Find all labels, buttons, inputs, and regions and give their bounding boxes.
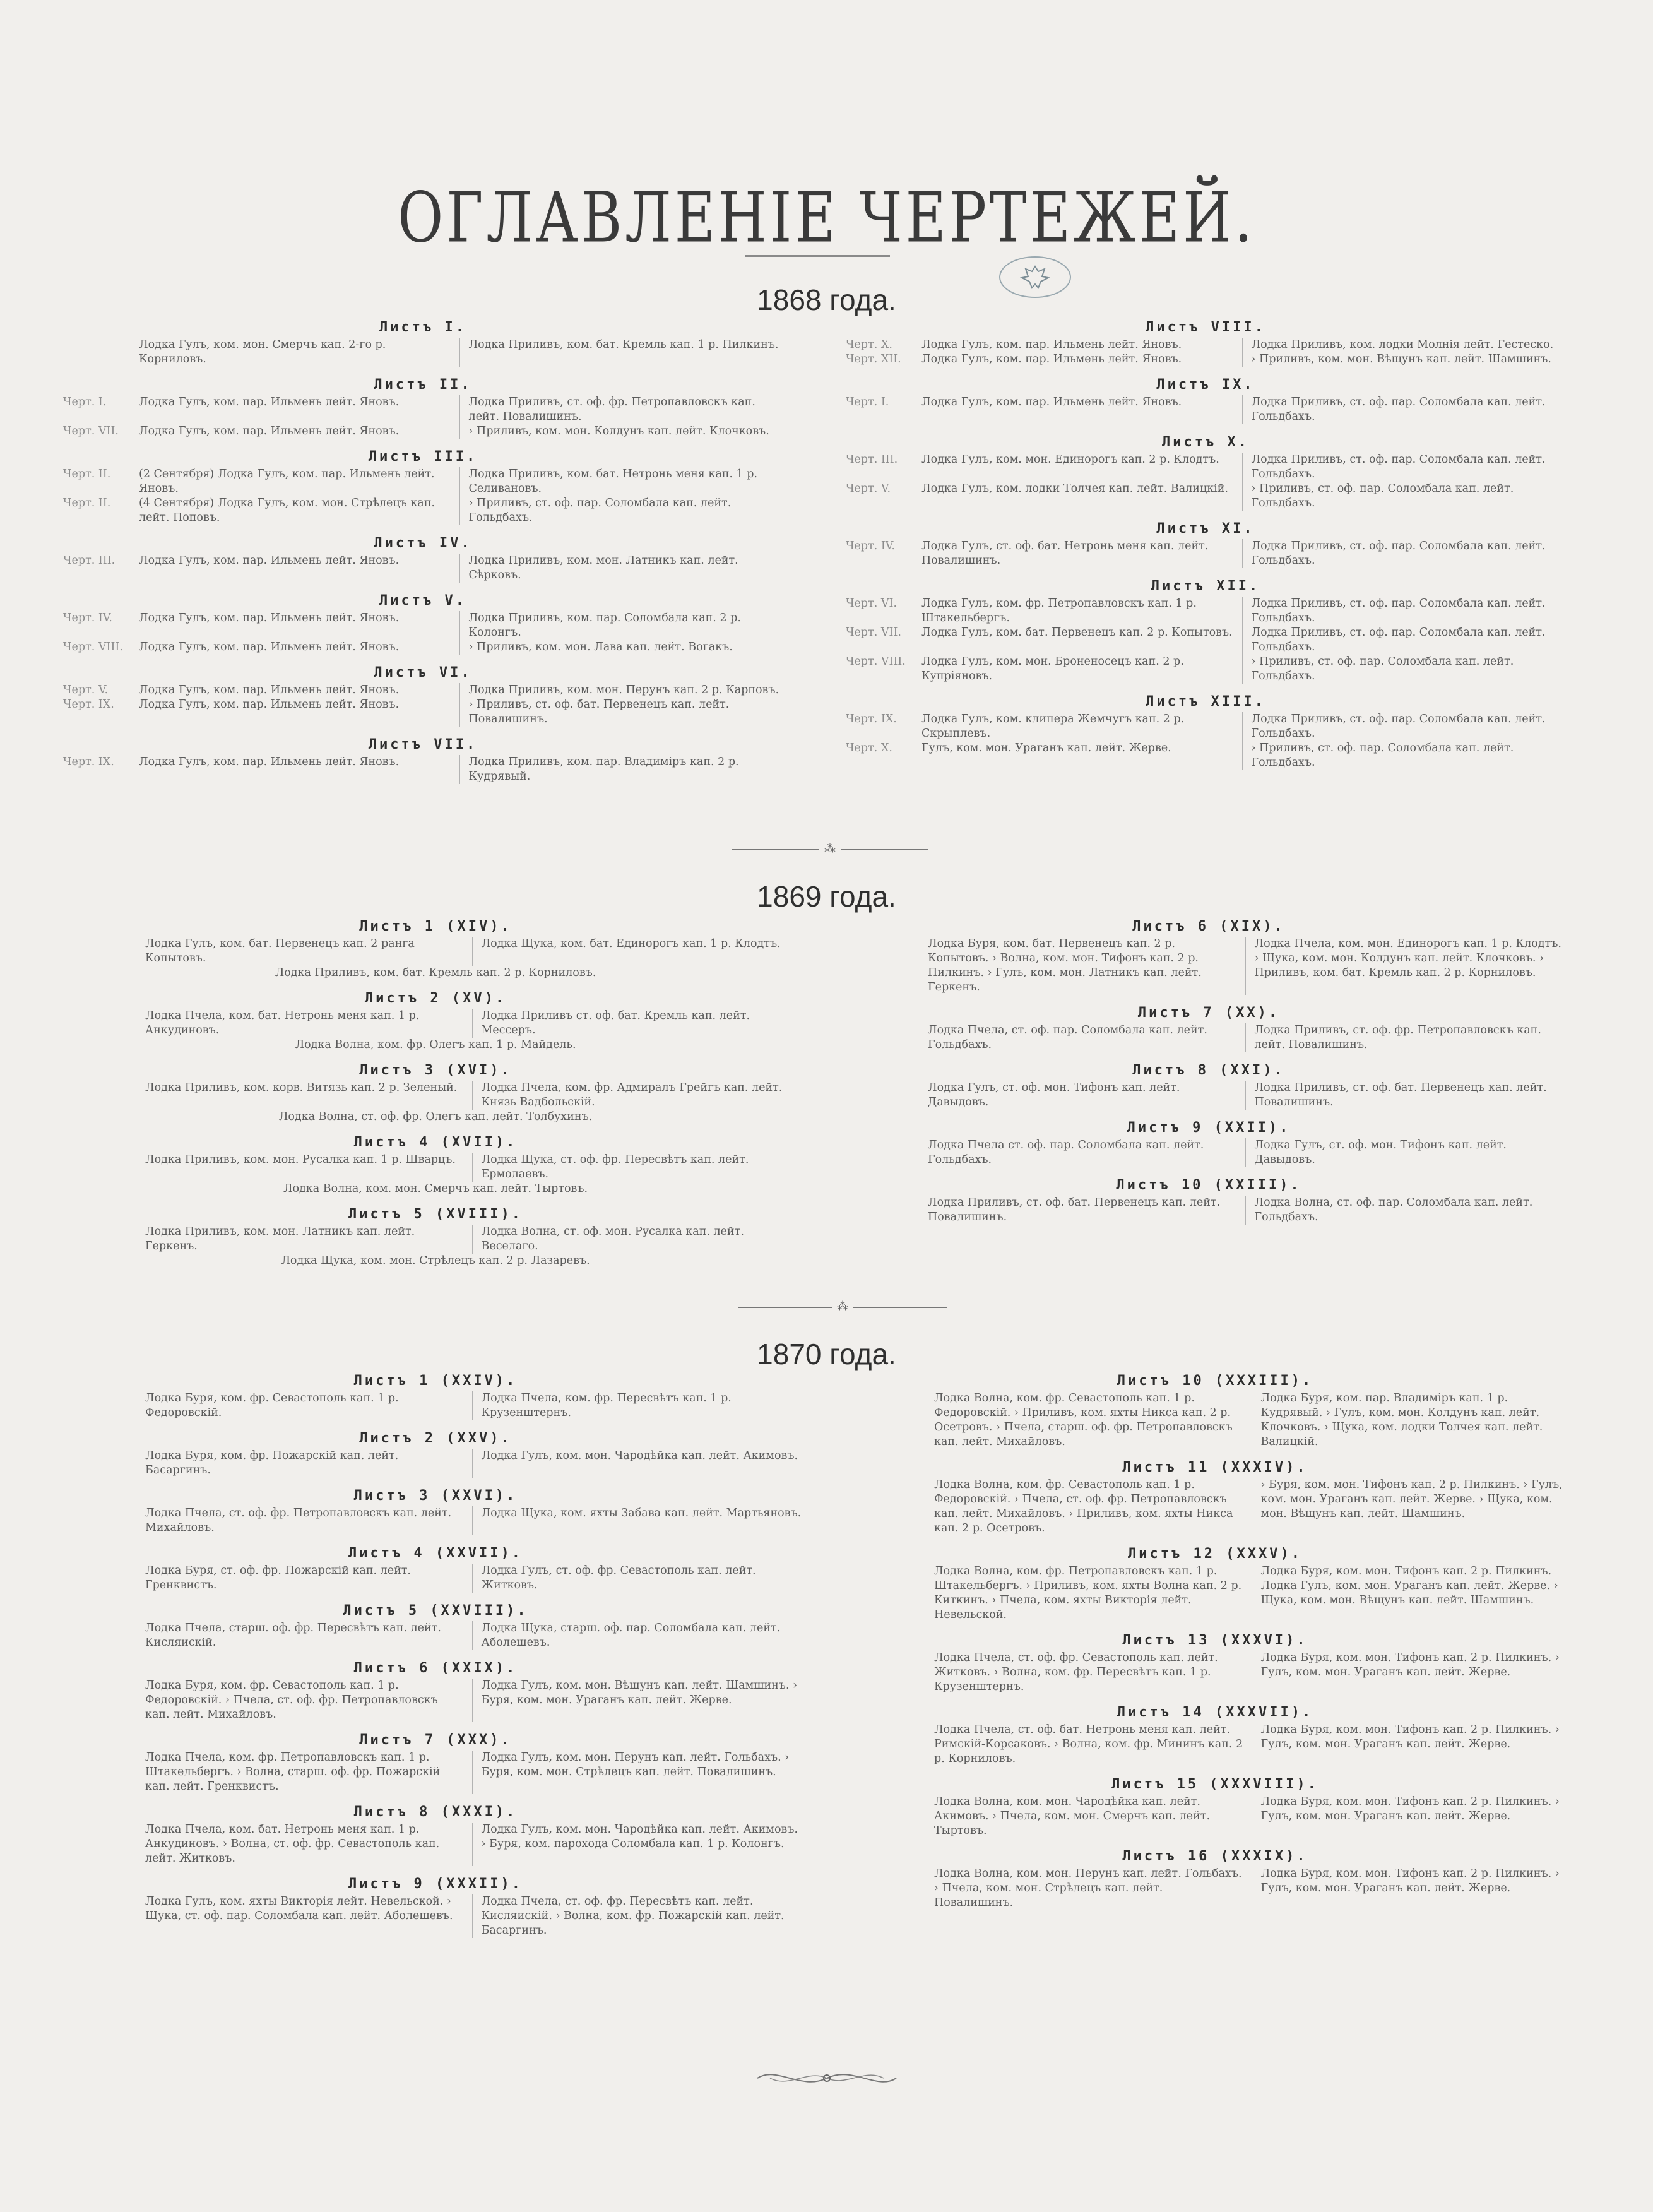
- boat-entry-right: › Приливъ, ст. оф. пар. Соломбала кап. лейт. Гольдбахъ.: [1251, 742, 1514, 769]
- sheet-entry: [846, 578, 1565, 684]
- drawing-number: [858, 1723, 934, 1766]
- boat-entry-left: Лодка Пчела, старш. оф. фр. Пересвѣтъ кап. лейт. Кисляискiй.: [145, 1621, 473, 1650]
- sheet-entry: [858, 1776, 1572, 1838]
- boat-entry-right: Лодка Гулъ, ком. мон. Вѣщунъ кап. лейт. Шамшинъ. › Буря, ком. мон. Ураганъ кап. лейт. Жерве.: [481, 1679, 798, 1706]
- drawing-number: [858, 1478, 934, 1536]
- drawing-number: Черт. VI.: [846, 597, 898, 610]
- boat-entry-right: › Приливъ, ст. оф. пар. Соломбала кап. лейт. Гольдбахъ.: [1251, 655, 1514, 682]
- drawing-row: [846, 482, 1565, 511]
- drawing-row: [846, 338, 1565, 352]
- sheet-heading: Листъ 14 (XXXVII).: [1117, 1704, 1313, 1720]
- boat-entry-right: Лодка Гулъ, ком. мон. Перунъ кап. лейт. Гольбахъ. › Буря, ком. мон. Стрѣлецъ кап. лейт. Повалишинъ.: [481, 1751, 790, 1778]
- sheet-heading: Листъ XI.: [1156, 521, 1255, 537]
- boat-entry-left: Лодка Гулъ, ком. пар. Ильмень лейт. Яновъ.: [921, 395, 1243, 424]
- drawing-row: [69, 1679, 802, 1722]
- sheet-entry: [69, 1373, 802, 1420]
- column-1870-right: [858, 1373, 1572, 1920]
- sheet-heading: Листъ 10 (XXIII).: [1116, 1177, 1301, 1193]
- drawing-row: [858, 1391, 1572, 1449]
- sheet-entry: [69, 1732, 802, 1794]
- boat-entry-left: Лодка Приливъ, ком. мон. Латникъ кап. лейт. Геркенъ.: [145, 1225, 473, 1254]
- drawing-number: Черт. VIII.: [846, 655, 906, 668]
- drawing-number: [858, 1564, 934, 1622]
- boat-entry-right: › Буря, ком. мон. Тифонъ кап. 2 р. Пилкинъ. › Гулъ, ком. мон. Ураганъ кап. лейт. Жерве. › Щука, ком. мон. Вѣщунъ кап. лейт. Шамшинъ.: [1260, 1478, 1563, 1520]
- boat-entry-right: Лодка Буря, ком. мон. Тифонъ кап. 2 р. Пилкинъ. › Гулъ, ком. мон. Ураганъ кап. лейт. Жерве.: [1260, 1867, 1560, 1894]
- boat-entry-left: Лодка Гулъ, ком. пар. Ильмень лейт. Яновъ.: [139, 640, 460, 655]
- drawing-row: [69, 1894, 802, 1938]
- page-title: ОГЛАВЛЕНIЕ ЧЕРТЕЖЕЙ.: [398, 177, 1255, 258]
- drawing-row: [846, 741, 1565, 770]
- drawing-row: [69, 1153, 802, 1182]
- sheet-entry: [852, 1177, 1565, 1225]
- drawing-row: [852, 1023, 1565, 1052]
- boat-entry-right: Лодка Приливъ, ст. оф. пар. Соломбала кап. лейт. Гольдбахъ.: [1251, 713, 1546, 740]
- drawing-number: [858, 1651, 934, 1694]
- drawing-number: [69, 1823, 145, 1866]
- sheet-entry: [858, 1460, 1572, 1536]
- drawing-row: [63, 467, 783, 496]
- boat-entry-right: › Приливъ, ком. мон. Колдунъ кап. лейт. Клочковъ.: [468, 425, 769, 437]
- boat-entry-right: Лодка Приливъ, ст. оф. пар. Соломбала кап. лейт. Гольдбахъ.: [1251, 453, 1546, 480]
- boat-entry-right: Лодка Приливъ, ком. мон. Перунъ кап. 2 р. Карповъ.: [468, 684, 779, 696]
- drawing-row: [69, 1621, 802, 1650]
- drawing-number: Черт. IX.: [846, 713, 897, 725]
- drawing-row: [63, 755, 783, 784]
- drawing-number: [69, 1679, 145, 1722]
- year-heading-1869: 1869 года.: [757, 880, 896, 913]
- sheet-heading: Листъ 5 (XXVIII).: [343, 1603, 528, 1619]
- boat-entry-left: Лодка Гулъ, ком. бат. Первенецъ кап. 2 ранга Копытовъ.: [145, 937, 473, 966]
- boat-entry-right: Лодка Гулъ, ст. оф. фр. Севастополь кап. лейт. Житковъ.: [481, 1564, 756, 1591]
- sheet-entry: [69, 990, 802, 1052]
- drawing-number: Черт. II.: [63, 468, 111, 480]
- sheet-heading: Листъ 1 (XXIV).: [353, 1373, 518, 1389]
- drawing-number: Черт. III.: [63, 554, 116, 567]
- boat-entry-right: Лодка Приливъ, ст. оф. пар. Соломбала кап. лейт. Гольдбахъ.: [1251, 540, 1546, 567]
- boat-entry-right: Лодка Буря, ком. мон. Тифонъ кап. 2 р. Пилкинъ. › Гулъ, ком. мон. Ураганъ кап. лейт. Жерве.: [1260, 1723, 1560, 1751]
- boat-entry-right: Лодка Приливъ, ком. мон. Латникъ кап. лейт. Сѣрковъ.: [468, 554, 738, 581]
- sheet-entry: [858, 1632, 1572, 1694]
- drawing-number: Черт. I.: [63, 396, 107, 408]
- boat-entry-right: Лодка Гулъ, ком. мон. Чародѣйка кап. лейт. Акимовъ.: [481, 1449, 798, 1462]
- boat-entry-left: Лодка Гулъ, ком. пар. Ильмень лейт. Яновъ.: [139, 395, 460, 424]
- drawing-number: Черт. I.: [846, 396, 889, 408]
- boat-entry-right: Лодка Пчела, ком. фр. Пересвѣтъ кап. 1 р. Крузенштернъ.: [481, 1392, 732, 1419]
- boat-entry-left: Лодка Приливъ, ст. оф. бат. Первенецъ кап. лейт. Повалишинъ.: [928, 1196, 1246, 1225]
- boat-entry-left: Лодка Пчела, ст. оф. фр. Петропавловскъ кап. лейт. Михайловъ.: [145, 1506, 473, 1535]
- sheet-entry: [846, 319, 1565, 367]
- boat-entry-left: Лодка Пчела, ком. фр. Петропавловскъ кап. 1 р. Штакельбергъ. › Волна, старш. оф. фр. Пожарскiй кап. лейт. Гренквистъ.: [145, 1751, 473, 1794]
- sheet-heading: Листъ 10 (XXXIII).: [1117, 1373, 1313, 1389]
- boat-entry-left: Лодка Буря, ком. фр. Севастополь кап. 1 р. Федоровскiй.: [145, 1391, 473, 1420]
- drawing-row: [69, 1823, 802, 1866]
- drawing-row: [63, 554, 783, 583]
- sheet-entry: [858, 1546, 1572, 1622]
- boat-entry-left: Лодка Гулъ, ком. яхты Викторiя лейт. Невельской. › Щука, ст. оф. пар. Соломбала кап. лейт. Аболешевъ.: [145, 1894, 473, 1938]
- boat-entry-left: Лодка Пчела, ст. оф. фр. Севастополь кап. лейт. Житковъ. › Волна, ком. фр. Пересвѣтъ кап. 1 р. Крузенштернъ.: [934, 1651, 1252, 1694]
- boat-entry-right: Лодка Приливъ, ком. лодки Молнiя лейт. Гестеско.: [1251, 338, 1554, 351]
- drawing-number: Черт. IV.: [63, 612, 112, 624]
- drawing-row: [63, 698, 783, 727]
- sheet-entry: [69, 1430, 802, 1478]
- drawing-number: [69, 1564, 145, 1593]
- sheet-heading: Листъ 3 (XVI).: [359, 1062, 512, 1078]
- sheet-entry: [69, 1603, 802, 1650]
- sheet-entry: [852, 1062, 1565, 1110]
- boat-entry-left: Лодка Пчела, ком. бат. Нетронь меня кап. 1 р. Анкудиновъ.: [145, 1009, 473, 1038]
- drawing-row: [858, 1867, 1572, 1910]
- drawing-row: [63, 496, 783, 525]
- drawing-number: Черт. VIII.: [63, 641, 123, 653]
- sheet-entry: [858, 1373, 1572, 1449]
- boat-entry-left: Лодка Пчела ст. оф. пар. Соломбала кап. лейт. Гольдбахъ.: [928, 1138, 1246, 1167]
- drawing-row: [63, 395, 783, 424]
- drawing-row: [858, 1795, 1572, 1838]
- year-heading-1868: 1868 года.: [757, 283, 896, 316]
- drawing-row: [69, 1081, 802, 1110]
- drawing-number: [69, 1009, 145, 1038]
- sheet-entry: [858, 1848, 1572, 1910]
- drawing-number: [852, 937, 928, 995]
- drawing-number: [69, 1081, 145, 1110]
- sheet-heading: Листъ 6 (XXIX).: [353, 1660, 518, 1676]
- boat-entry-left: Лодка Гулъ, ст. оф. бат. Нетронь меня кап. лейт. Повалишинъ.: [921, 539, 1243, 568]
- sheet-entry: [852, 919, 1565, 995]
- drawing-number: Черт. II.: [63, 497, 111, 509]
- sheet-heading: Листъ 8 (XXI).: [1132, 1062, 1285, 1078]
- column-1868-left: [63, 319, 783, 794]
- drawing-number: Черт. IX.: [63, 698, 114, 711]
- boat-entry-right: Лодка Приливъ, ст. оф. бат. Первенецъ кап. лейт. Повалишинъ.: [1254, 1081, 1547, 1109]
- boat-entry-left: Лодка Пчела, ст. оф. пар. Соломбала кап. лейт. Гольдбахъ.: [928, 1023, 1246, 1052]
- boat-entry-left: Лодка Волна, ком. фр. Петропавловскъ кап. 1 р. Штакельбергъ. › Приливъ, ком. яхты Волна кап. 2 р. Киткинъ. › Пчела, ком. яхты Викторiя лейт. Невельской.: [934, 1564, 1252, 1622]
- boat-entry-left: Лодка Гулъ, ком. пар. Ильмень лейт. Яновъ.: [139, 611, 460, 640]
- sheet-entry: [69, 919, 802, 980]
- section-divider: ⁂: [732, 848, 928, 852]
- drawing-number: [69, 1225, 145, 1254]
- boat-entry-right: Лодка Щука, старш. оф. пар. Соломбала кап. лейт. Аболешевъ.: [481, 1622, 781, 1649]
- drawing-row: [846, 712, 1565, 741]
- sheet-heading: Листъ I.: [379, 319, 466, 335]
- sheet-entry: [846, 521, 1565, 568]
- boat-entry-left: Лодка Гулъ, ком. пар. Ильмень лейт. Яновъ.: [921, 352, 1243, 367]
- column-1869-left: [69, 919, 802, 1278]
- sheet-heading: Листъ 15 (XXXVIII).: [1111, 1776, 1318, 1792]
- boat-entry-left: (2 Сентября) Лодка Гулъ, ком. пар. Ильмень лейт. Яновъ.: [139, 467, 460, 496]
- sheet-heading: Листъ XIII.: [1146, 694, 1265, 710]
- sheet-heading: Листъ III.: [368, 449, 478, 465]
- sheet-heading: Листъ 2 (XXV).: [359, 1430, 512, 1446]
- boat-entry-left: Лодка Пчела, ст. оф. бат. Нетронь меня кап. лейт. Римскiй-Корсаковъ. › Волна, ком. фр. Мининъ кап. 2 р. Корниловъ.: [934, 1723, 1252, 1766]
- boat-entry-right: Лодка Пчела, ком. мон. Единорогъ кап. 1 р. Клодтъ. › Щука, ком. мон. Колдунъ кап. лейт. Клочковъ. › Приливъ, ком. бат. Кремль кап. 2 р. Корниловъ.: [1254, 937, 1561, 979]
- drawing-row: [846, 395, 1565, 424]
- boat-entry-left: Лодка Пчела, ком. бат. Нетронь меня кап. 1 р. Анкудиновъ. › Волна, ст. оф. фр. Севастополь кап. лейт. Житковъ.: [145, 1823, 473, 1866]
- boat-entry-right: Лодка Гулъ, ст. оф. мон. Тифонъ кап. лейт. Давыдовъ.: [1254, 1139, 1507, 1166]
- boat-entry-left: Лодка Волна, ком. мон. Перунъ кап. лейт. Гольбахъ. › Пчела, ком. мон. Стрѣлецъ кап. лейт. Повалишинъ.: [934, 1867, 1252, 1910]
- boat-entry-right: Лодка Приливъ, ст. оф. пар. Соломбала кап. лейт. Гольдбахъ.: [1251, 626, 1546, 653]
- drawing-number: Черт. VII.: [63, 425, 119, 437]
- drawing-number: [852, 1196, 928, 1225]
- drawing-number: [69, 1449, 145, 1478]
- sheet-heading: Листъ VIII.: [1146, 319, 1265, 335]
- sheet-entry: [846, 377, 1565, 424]
- sheet-heading: Листъ 9 (XXII).: [1127, 1120, 1291, 1136]
- drawing-number: Черт. XII.: [846, 353, 901, 366]
- drawing-row: [63, 338, 783, 367]
- sheet-heading: Листъ II.: [374, 377, 472, 393]
- sheet-heading: Листъ 5 (XVIII).: [348, 1206, 523, 1222]
- drawing-row: [69, 1449, 802, 1478]
- sheet-entry: [63, 319, 783, 367]
- sheet-heading: Листъ 12 (XXXV).: [1128, 1546, 1302, 1562]
- sheet-entry: [63, 737, 783, 784]
- boat-entry-right: › Приливъ, ст. оф. пар. Соломбала кап. лейт. Гольдбахъ.: [1251, 482, 1514, 509]
- boat-entry-right: Лодка Волна, ст. оф. мон. Русалка кап. лейт. Веселаго.: [481, 1225, 744, 1252]
- drawing-number: Черт. VII.: [846, 626, 901, 639]
- sheet-entry: [63, 535, 783, 583]
- boat-entry-center: Лодка Щука, ком. мон. Стрѣлецъ кап. 2 р. Лазаревъ.: [281, 1254, 590, 1267]
- drawing-row: [858, 1723, 1572, 1766]
- drawing-number: Черт. IX.: [63, 756, 114, 768]
- boat-entry-right: Лодка Волна, ст. оф. пар. Соломбала кап. лейт. Гольдбахъ.: [1254, 1196, 1533, 1223]
- sheet-heading: Листъ 9 (XXXII).: [348, 1876, 523, 1892]
- drawing-number: [63, 338, 139, 367]
- drawing-row: [852, 1138, 1565, 1167]
- sheet-entry: [63, 593, 783, 655]
- boat-entry-right: Лодка Пчела, ком. фр. Адмиралъ Грейгъ кап. лейт. Князь Вадбольскiй.: [481, 1081, 783, 1109]
- boat-entry-left: Лодка Волна, ком. фр. Севастополь кап. 1 р. Федоровскiй. › Приливъ, ком. яхты Никса кап. 2 р. Осетровъ. › Пчела, старш. оф. фр. Петропавловскъ кап. лейт. Михайловъ.: [934, 1391, 1252, 1449]
- boat-entry-right: › Приливъ, ст. оф. пар. Соломбала кап. лейт. Гольдбахъ.: [468, 497, 732, 524]
- boat-entry-right: Лодка Буря, ком. пар. Владимiръ кап. 1 р. Кудрявый. › Гулъ, ком. мон. Колдунъ кап. лейт. Клочковъ. › Щука, ком. лодки Толчея кап. лейт. Валицкiй.: [1260, 1392, 1543, 1448]
- drawing-number: [858, 1867, 934, 1910]
- drawing-row: [846, 626, 1565, 655]
- boat-entry-left: Лодка Буря, ком. бат. Первенецъ кап. 2 р. Копытовъ. › Волна, ком. мон. Тифонъ кап. 2 р. Пилкинъ. › Гулъ, ком. мон. Латникъ кап. лейт. Геркенъ.: [928, 937, 1246, 995]
- sheet-heading: Листъ V.: [379, 593, 466, 609]
- sheet-entry: [63, 449, 783, 525]
- boat-entry-center: Лодка Волна, ст. оф. фр. Олегъ кап. лейт. Толбухинъ.: [278, 1110, 593, 1123]
- sheet-heading: Листъ 13 (XXXVI).: [1122, 1632, 1308, 1648]
- sheet-heading: Листъ 2 (XV).: [364, 990, 507, 1006]
- boat-entry-left: Лодка Гулъ, ком. пар. Ильмень лейт. Яновъ.: [139, 424, 460, 439]
- sheet-heading: Листъ XII.: [1151, 578, 1260, 594]
- boat-entry-right: Лодка Гулъ, ком. мон. Чародѣйка кап. лейт. Акимовъ. › Буря, ком. парохода Соломбала кап. 1 р. Колонгъ.: [481, 1823, 798, 1850]
- sheet-entry: [69, 1660, 802, 1722]
- drawing-number: [852, 1138, 928, 1167]
- sheet-heading: Листъ 1 (XIV).: [359, 919, 512, 934]
- section-divider: ⁂: [738, 1305, 947, 1309]
- drawing-row: [852, 937, 1565, 995]
- boat-entry-right: Лодка Приливъ, ст. оф. пар. Соломбала кап. лейт. Гольдбахъ.: [1251, 597, 1546, 624]
- boat-entry-left: Лодка Буря, ст. оф. фр. Пожарскiй кап. лейт. Гренквистъ.: [145, 1564, 473, 1593]
- boat-entry-left: Лодка Гулъ, ком. фр. Петропавловскъ кап. 1 р. Штакельбергъ.: [921, 597, 1243, 626]
- drawing-row: [846, 453, 1565, 482]
- drawing-number: Черт. IV.: [846, 540, 895, 552]
- boat-entry-center: Лодка Волна, ком. мон. Смерчъ кап. лейт. Тыртовъ.: [283, 1182, 588, 1195]
- drawing-row: [858, 1564, 1572, 1622]
- boat-entry-right: Лодка Щука, ком. бат. Единорогъ кап. 1 р. Клодтъ.: [481, 937, 781, 950]
- boat-entry-left: (4 Сентября) Лодка Гулъ, ком. мон. Стрѣлецъ кап. лейт. Поповъ.: [139, 496, 460, 525]
- drawing-row: [846, 539, 1565, 568]
- sheet-heading: Листъ 16 (XXXIX).: [1122, 1848, 1308, 1864]
- boat-entry-left: Лодка Волна, ком. мон. Чародѣйка кап. лейт. Акимовъ. › Пчела, ком. мон. Смерчъ кап. лейт. Тыртовъ.: [934, 1795, 1252, 1838]
- sheet-heading: Листъ 7 (XX).: [1137, 1005, 1280, 1021]
- column-1868-right: [846, 319, 1565, 780]
- drawing-row: [69, 1009, 802, 1038]
- drawing-number: [69, 1621, 145, 1650]
- sheet-entry: [69, 1488, 802, 1535]
- drawing-row: [852, 1196, 1565, 1225]
- sheet-entry: [69, 1062, 802, 1124]
- drawing-row: [69, 1564, 802, 1593]
- boat-entry-left: Лодка Гулъ, ст. оф. мон. Тифонъ кап. лейт. Давыдовъ.: [928, 1081, 1246, 1110]
- boat-entry-right: Лодка Буря, ком. мон. Тифонъ кап. 2 р. Пилкинъ. Лодка Гулъ, ком. мон. Ураганъ кап. лейт. Жерве. › Щука, ком. мон. Вѣщунъ кап. лейт. Шамшинъ.: [1260, 1565, 1558, 1607]
- drawing-row: [69, 1225, 802, 1254]
- boat-entry-right: › Приливъ, ком. мон. Вѣщунъ кап. лейт. Шамшинъ.: [1251, 353, 1551, 366]
- drawing-row: [63, 611, 783, 640]
- drawing-row: [846, 352, 1565, 367]
- boat-entry-center: Лодка Приливъ, ком. бат. Кремль кап. 2 р. Корниловъ.: [275, 966, 596, 979]
- title-underline: [745, 255, 890, 257]
- column-1869-right: [852, 919, 1565, 1235]
- boat-entry-right: Лодка Приливъ, ком. пар. Владимiръ кап. 2 р. Кудрявый.: [468, 756, 739, 783]
- boat-entry-right: › Приливъ, ком. мон. Лава кап. лейт. Вогакъ.: [468, 641, 733, 653]
- boat-entry-right: Лодка Буря, ком. мон. Тифонъ кап. 2 р. Пилкинъ. › Гулъ, ком. мон. Ураганъ кап. лейт. Жерве.: [1260, 1651, 1560, 1679]
- sheet-entry: [846, 694, 1565, 770]
- drawing-number: Черт. X.: [846, 338, 892, 351]
- drawing-number: [858, 1795, 934, 1838]
- boat-entry-left: Лодка Приливъ, ком. мон. Русалка кап. 1 р. Шварцъ.: [145, 1153, 473, 1182]
- sheet-heading: Листъ 3 (XXVI).: [353, 1488, 518, 1504]
- drawing-row: [858, 1651, 1572, 1694]
- boat-entry-center: Лодка Волна, ком. фр. Олегъ кап. 1 р. Майдель.: [295, 1038, 576, 1051]
- sheet-heading: Листъ 6 (XIX).: [1132, 919, 1285, 934]
- boat-entry-left: Лодка Приливъ, ком. корв. Витязь кап. 2 р. Зеленый.: [145, 1081, 473, 1110]
- boat-entry-right: Лодка Приливъ, ст. оф. фр. Петропавловскъ кап. лейт. Повалишинъ.: [468, 396, 755, 423]
- boat-entry-right: Лодка Пчела, ст. оф. фр. Пересвѣтъ кап. лейт. Кисляискiй. › Волна, ком. фр. Пожарскiй кап. лейт. Басаргинъ.: [481, 1895, 785, 1937]
- sheet-entry: [852, 1005, 1565, 1052]
- boat-entry-left: Лодка Гулъ, ком. мон. Единорогъ кап. 2 р. Клодтъ.: [921, 453, 1243, 482]
- sheet-heading: Листъ X.: [1162, 434, 1249, 450]
- boat-entry-left: Лодка Гулъ, ком. клипера Жемчугъ кап. 2 р. Скрыплевъ.: [921, 712, 1243, 741]
- year-heading-1870: 1870 года.: [757, 1338, 896, 1371]
- boat-entry-left: Лодка Гулъ, ком. пар. Ильмень лейт. Яновъ.: [921, 338, 1243, 352]
- boat-entry-left: Лодка Гулъ, ком. бат. Первенецъ кап. 2 р. Копытовъ.: [921, 626, 1243, 655]
- sheet-entry: [852, 1120, 1565, 1167]
- sheet-heading: Листъ 11 (XXXIV).: [1122, 1460, 1308, 1475]
- column-1870-left: [69, 1373, 802, 1948]
- sheet-heading: Листъ IX.: [1156, 377, 1255, 393]
- sheet-heading: Листъ 8 (XXXI).: [353, 1804, 518, 1820]
- boat-entry-left: Лодка Гулъ, ком. мон. Броненосецъ кап. 2 р. Купрiяновъ.: [921, 655, 1243, 684]
- sheet-entry: [63, 377, 783, 439]
- boat-entry-right: Лодка Приливъ ст. оф. бат. Кремль кап. лейт. Мессеръ.: [481, 1009, 750, 1037]
- boat-entry-left: Лодка Гулъ, ком. пар. Ильмень лейт. Яновъ.: [139, 698, 460, 727]
- drawing-number: [852, 1081, 928, 1110]
- drawing-row: [69, 937, 802, 966]
- sheet-heading: Листъ 4 (XXVII).: [348, 1545, 523, 1561]
- drawing-number: [69, 1506, 145, 1535]
- sheet-entry: [858, 1704, 1572, 1766]
- sheet-entry: [63, 665, 783, 727]
- drawing-number: Черт. X.: [846, 742, 892, 754]
- sheet-entry: [846, 434, 1565, 511]
- sheet-entry: [69, 1134, 802, 1196]
- drawing-row: [858, 1478, 1572, 1536]
- drawing-row: [69, 1506, 802, 1535]
- sheet-heading: Листъ 7 (XXX).: [359, 1732, 512, 1748]
- sheet-heading: Листъ VII.: [368, 737, 478, 752]
- boat-entry-right: Лодка Буря, ком. мон. Тифонъ кап. 2 р. Пилкинъ. › Гулъ, ком. мон. Ураганъ кап. лейт. Жерве.: [1260, 1795, 1560, 1823]
- drawing-row: [63, 424, 783, 439]
- drawing-number: [69, 1153, 145, 1182]
- boat-entry-right: Лодка Приливъ, ст. оф. пар. Соломбала кап. лейт. Гольдбахъ.: [1251, 396, 1546, 423]
- drawing-number: [858, 1391, 934, 1449]
- boat-entry-left: Лодка Гулъ, ком. пар. Ильмень лейт. Яновъ.: [139, 755, 460, 784]
- drawing-row: [63, 640, 783, 655]
- drawing-number: [852, 1023, 928, 1052]
- ornament-flourish-icon: [751, 2063, 903, 2093]
- drawing-number: [69, 1391, 145, 1420]
- boat-entry-left: Лодка Буря, ком. фр. Севастополь кап. 1 р. Федоровскiй. › Пчела, ст. оф. фр. Петропавловскъ кап. лейт. Михайловъ.: [145, 1679, 473, 1722]
- sheet-entry: [69, 1545, 802, 1593]
- boat-entry-right: Лодка Приливъ, ст. оф. фр. Петропавловскъ кап. лейт. Повалишинъ.: [1254, 1024, 1541, 1051]
- drawing-number: Черт. III.: [846, 453, 898, 466]
- drawing-number: [69, 937, 145, 966]
- sheet-heading: Листъ 4 (XVII).: [353, 1134, 518, 1150]
- drawing-number: Черт. V.: [63, 684, 109, 696]
- sheet-heading: Листъ VI.: [374, 665, 472, 681]
- boat-entry-right: Лодка Щука, ст. оф. фр. Пересвѣтъ кап. лейт. Ермолаевъ.: [481, 1153, 749, 1180]
- boat-entry-left: Гулъ, ком. мон. Ураганъ кап. лейт. Жерве.: [921, 741, 1243, 770]
- boat-entry-right: Лодка Щука, ком. яхты Забава кап. лейт. Мартьяновъ.: [481, 1507, 802, 1519]
- sheet-entry: [69, 1206, 802, 1268]
- boat-entry-left: Лодка Гулъ, ком. лодки Толчея кап. лейт. Валицкiй.: [921, 482, 1243, 511]
- drawing-row: [69, 1391, 802, 1420]
- drawing-row: [846, 655, 1565, 684]
- boat-entry-left: Лодка Волна, ком. фр. Севастополь кап. 1 р. Федоровскiй. › Пчела, ст. оф. фр. Петропавловскъ кап. лейт. Михайловъ. › Приливъ, ком. яхты Никса кап. 2 р. Осетровъ.: [934, 1478, 1252, 1536]
- drawing-number: [69, 1894, 145, 1938]
- boat-entry-left: Лодка Гулъ, ком. пар. Ильмень лейт. Яновъ.: [139, 683, 460, 698]
- boat-entry-left: Лодка Гулъ, ком. мон. Смерчъ кап. 2-го р. Корниловъ.: [139, 338, 460, 367]
- sheet-entry: [69, 1804, 802, 1866]
- drawing-row: [852, 1081, 1565, 1110]
- drawing-row: [69, 1751, 802, 1794]
- drawing-row: [63, 683, 783, 698]
- boat-entry-right: Лодка Приливъ, ком. бат. Кремль кап. 1 р. Пилкинъ.: [468, 338, 779, 351]
- drawing-number: [69, 1751, 145, 1794]
- drawing-number: Черт. V.: [846, 482, 891, 495]
- sheet-entry: [69, 1876, 802, 1938]
- drawing-row: [846, 597, 1565, 626]
- boat-entry-left: Лодка Буря, ком. фр. Пожарскiй кап. лейт. Басаргинъ.: [145, 1449, 473, 1478]
- sheet-heading: Листъ IV.: [374, 535, 472, 551]
- boat-entry-right: Лодка Приливъ, ком. бат. Нетронь меня кап. 1 р. Селивановъ.: [468, 468, 758, 495]
- boat-entry-left: Лодка Гулъ, ком. пар. Ильмень лейт. Яновъ.: [139, 554, 460, 583]
- boat-entry-right: Лодка Приливъ, ком. пар. Соломбала кап. 2 р. Колонгъ.: [468, 612, 741, 639]
- boat-entry-right: › Приливъ, ст. оф. бат. Первенецъ кап. лейт. Повалишинъ.: [468, 698, 730, 725]
